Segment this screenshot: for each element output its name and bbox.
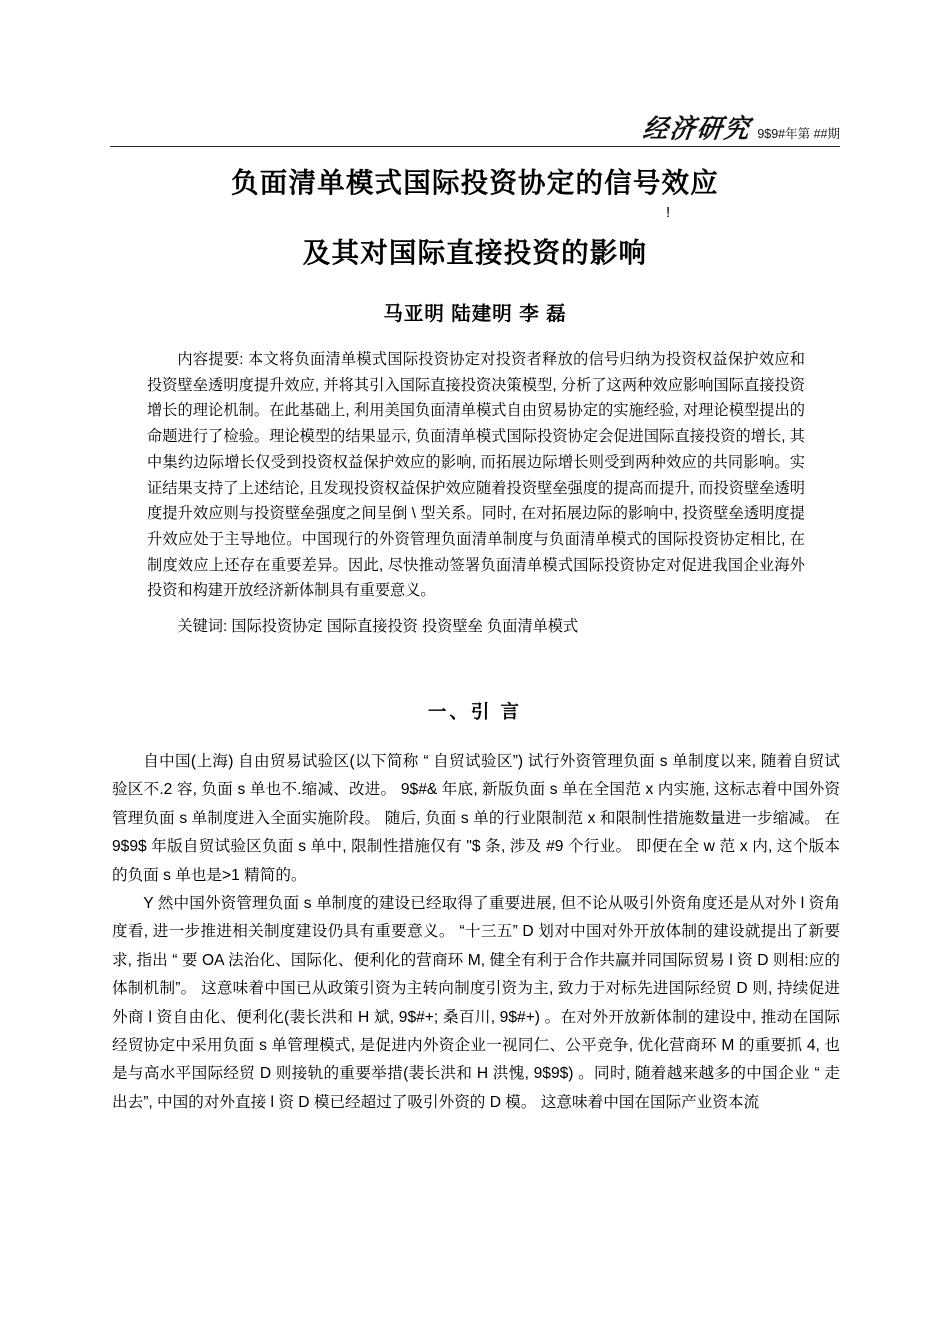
keywords-line: 关键词: 国际投资协定 国际直接投资 投资壁垒 负面清单模式	[177, 618, 579, 636]
article-title	[110, 163, 840, 273]
body-text	[112, 748, 840, 1117]
section-heading-introduction: 一、引 言	[427, 701, 523, 722]
journal-issue-label: 9$9#年第 ##期	[757, 126, 840, 141]
author-list: 马亚明 陆建明 李 磊	[383, 303, 567, 325]
journal-logo: 经济研究	[641, 115, 754, 144]
body-paragraph-1: 自中国(上海) 自由贸易试验区(以下简称 “ 自贸试验区”) 试行外资管理负面 s 单制度以来, 随着自贸试验区不.2 容, 负面 s 单也不.缩减、改进。 9$#& 年底, 新版负面 s 单在全国范 x 内实施, 这标志着中国外资管理负面 s 单制度进入全面实施阶段。 随后, 负面 s 单的行业限制范 x 和限制性措施数量进一步缩减。 在 9$9$ 年版自贸试验区负面 s 单中, 限制性措施仅有 "$ 条, 涉及 #9 个行业。 即便在全 w 范 x 内, 这个版本的负面 s 单也是>1 精简的。	[112, 753, 840, 884]
abstract-section	[147, 347, 805, 640]
article-title-line-2: 及其对国际直接投资的影响	[302, 237, 648, 268]
running-header-content	[110, 104, 840, 142]
body-paragraph-2: Y 然中国外资管理负面 s 单制度的建设已经取得了重要进展, 但不论从吸引外资角度还是从对外 l 资角度看, 进一步推进相关制度建设仍具有重要意义。 “十三五” D 划对中国对外开放体制的建设就提出了新要求, 指出 “ 要 OA 法治化、国际化、便利化的营商环 M, 健全有利于合作共赢并同国际贸易 l 资 D 则相:应的体制机制”。 这意味着中国已从政策引资为主转向制度引资为主, 致力于对标先进国际经贸 D 则, 持续促进外商 l 资自由化、便利化(裴长洪和 H 斌, 9$#+; 桑百川, 9$#+) 。在对外开放新体制的建设中, 推动在国际经贸协定中采用负面 s 单管理模式, 是促进内外资企业一视同仁、公平竞争, 优化营商环 M 的重要抓 4, 也是与高水平国际经贸 D 则接轨的重要举措(裴长洪和 H 洪愧, 9$9$) 。同时, 随着越来越多的中国企业 “ 走出去”, 中国的对外直接 l 资 D 模已经超过了吸引外资的 D 模。 这意味着中国在国际产业资本流	[112, 895, 840, 1111]
title-footnote-mark-row	[110, 203, 840, 233]
header-divider-rule	[110, 146, 840, 147]
running-header	[110, 104, 840, 146]
title-footnote-mark: !	[666, 204, 671, 221]
abstract-text: 内容提要: 本文将负面清单模式国际投资协定对投资者释放的信号归纳为投资权益保护效应和投资壁垒透明度提升效应, 并将其引入国际直接投资决策模型, 分析了这两种效应影响国际直接投资增长的理论机制。在此基础上, 利用美国负面清单模式自由贸易协定的实施经验, 对理论模型提出的命题进行了检验。理论模型的结果显示, 负面清单模式国际投资协定会促进国际直接投资的增长, 其中集约边际增长仅受到投资权益保护效应的影响, 而拓展边际增长则受到两种效应的共同影响。实证结果支持了上述结论, 且发现投资权益保护效应随着投资壁垒强度的提高而提升, 而投资壁垒透明度提升效应则与投资壁垒强度之间呈倒 \ 型关系。同时, 在对拓展边际的影响中, 投资壁垒透明度提升效应处于主导地位。中国现行的外资管理负面清单制度与负面清单模式的国际投资协定相比, 在制度效应上还存在重要差异。因此, 尽快推动签署负面清单模式国际投资协定对促进我国企业海外投资和构建开放经济新体制具有重要意义。	[147, 351, 805, 600]
article-title-line-1: 负面清单模式国际投资协定的信号效应	[231, 167, 719, 198]
